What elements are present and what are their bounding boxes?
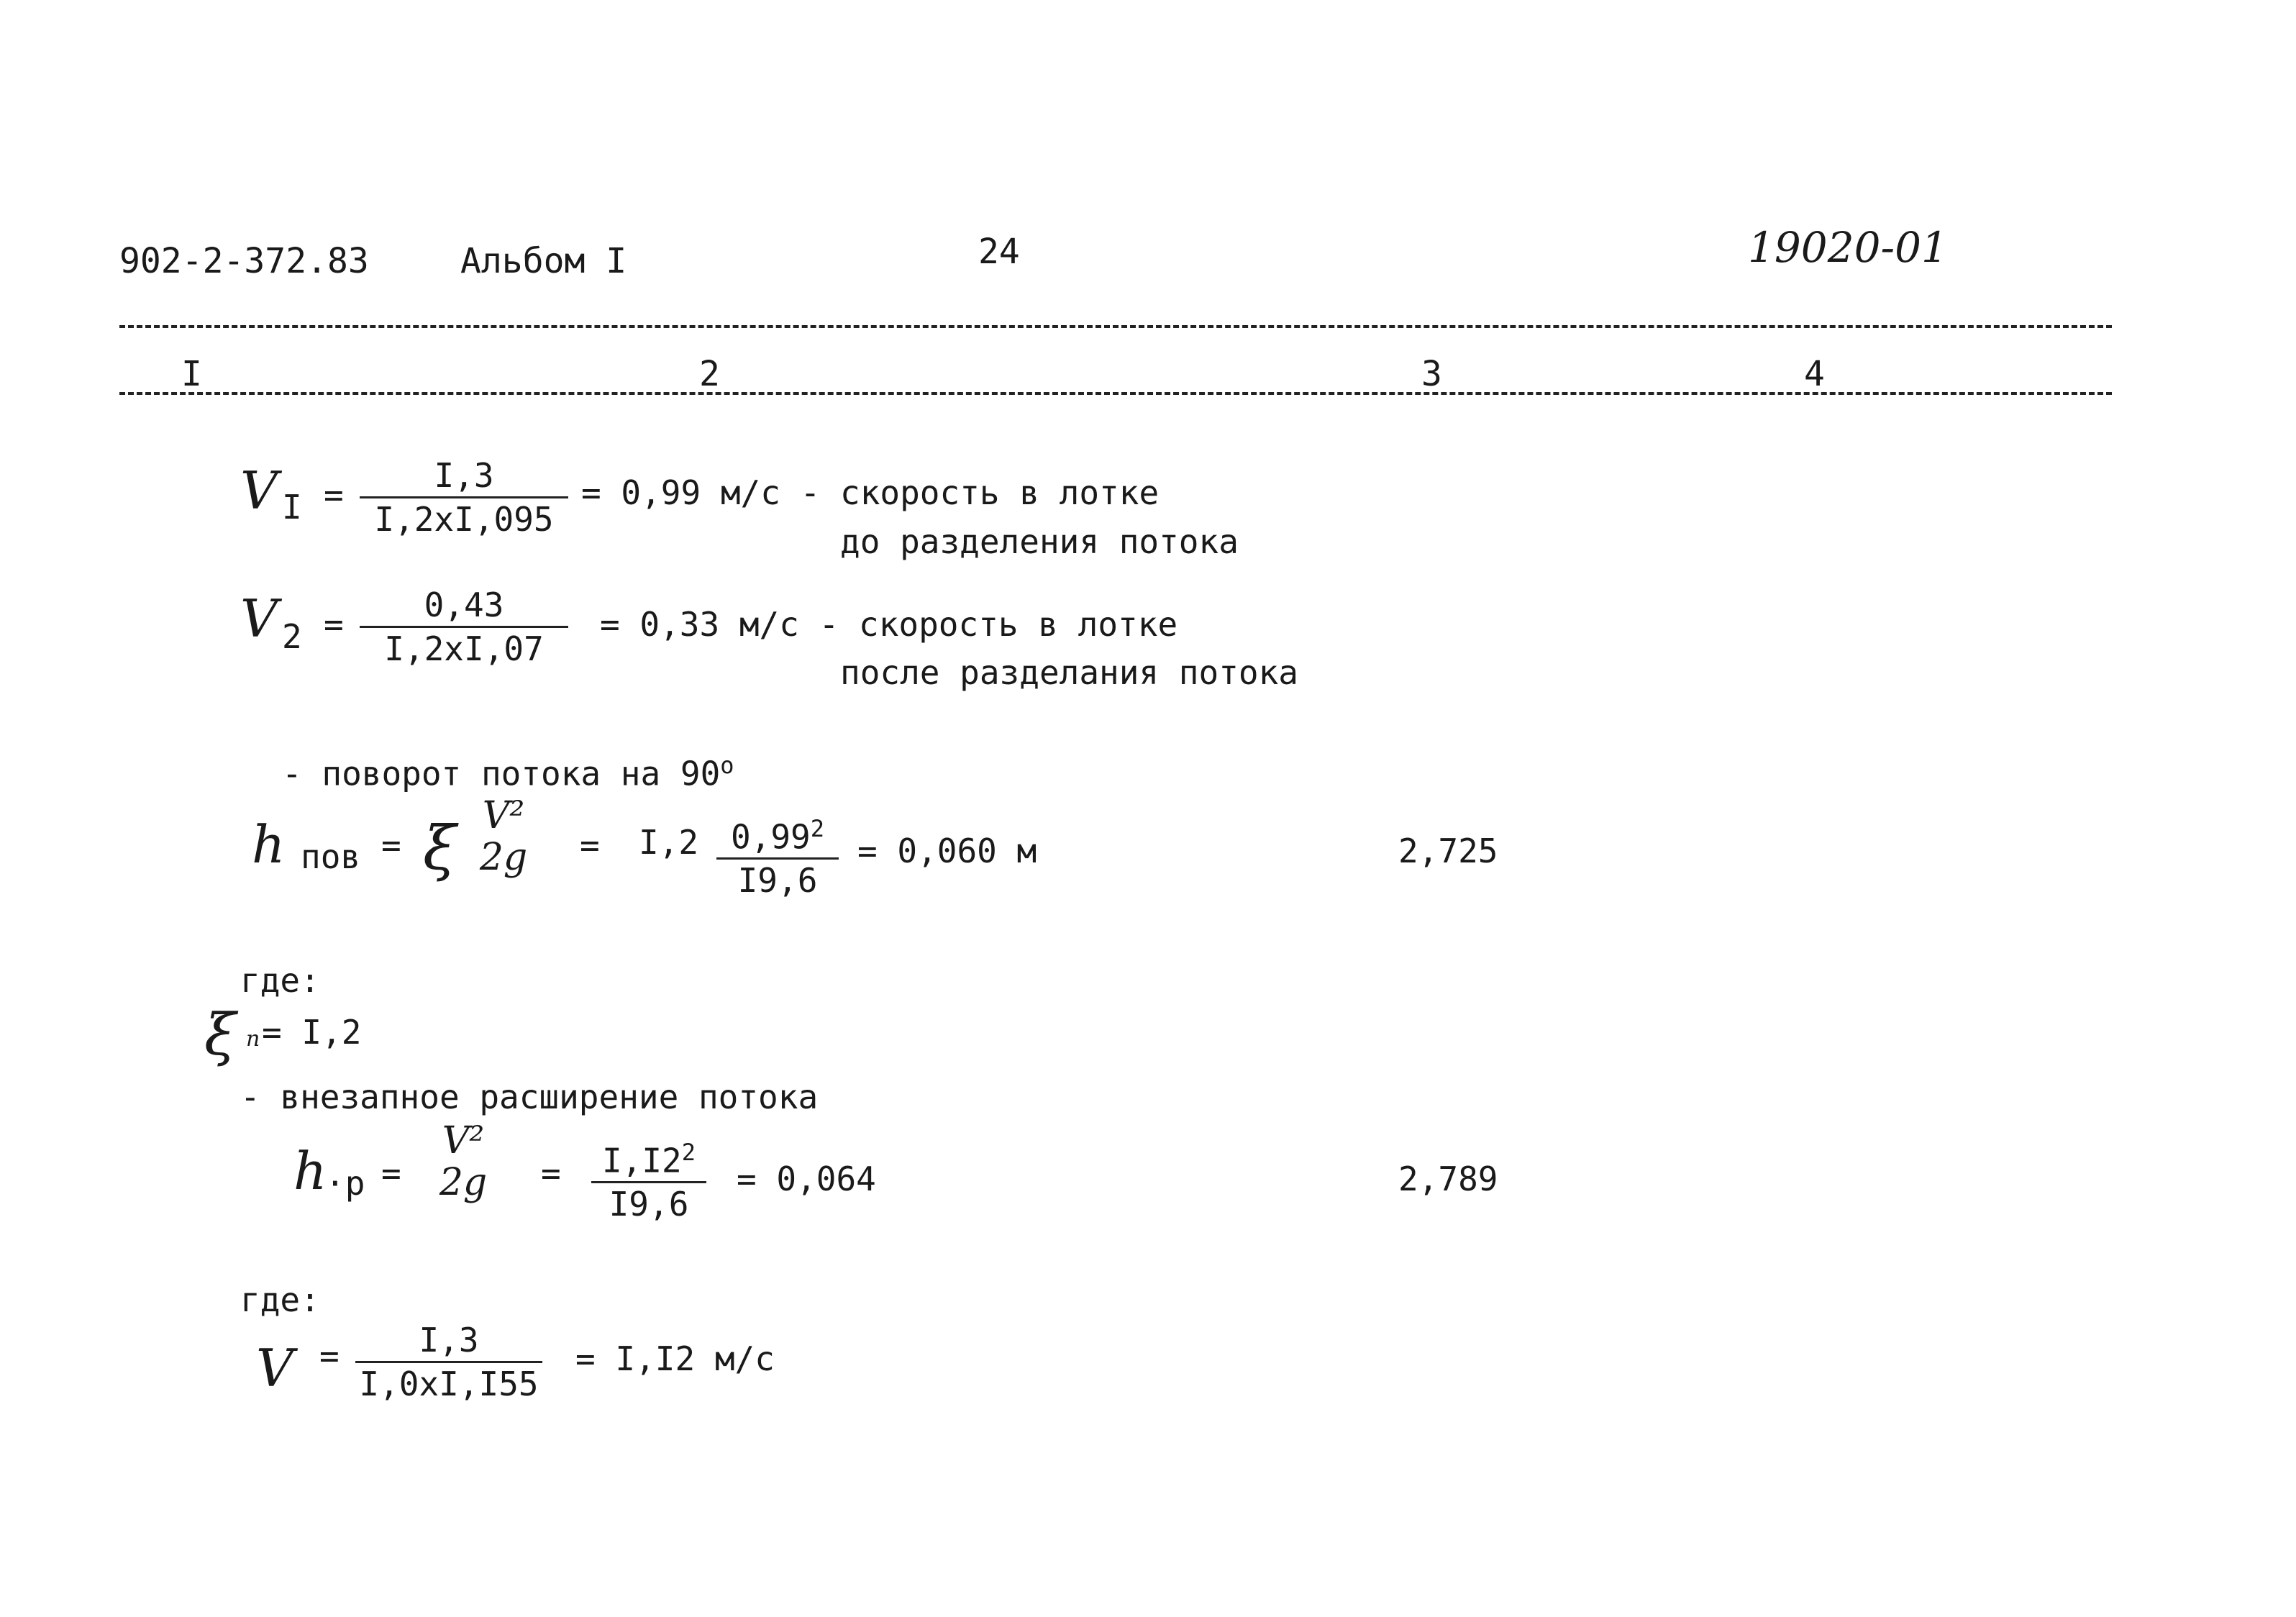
numerator: V² — [482, 794, 525, 837]
column-header-4: 4 — [1804, 354, 1825, 394]
numerator: $I,I2^2$ — [601, 1139, 696, 1180]
page-number: 24 — [978, 232, 1020, 272]
fraction — [591, 1139, 706, 1224]
velocity-subscript: I — [282, 488, 302, 527]
velocity-symbol: V — [240, 460, 278, 521]
result-text-line2: до разделения потока — [840, 522, 1239, 561]
coefficient-value: I,2 — [639, 823, 699, 862]
numerator: V² — [442, 1119, 485, 1162]
section-heading: - внезапное расширение потока — [240, 1078, 819, 1116]
fraction — [360, 456, 568, 539]
album-label: Альбом I — [460, 241, 627, 281]
column-3-value: 2,725 — [1398, 832, 1498, 870]
head-loss-symbol: h — [293, 1141, 327, 1201]
fraction-bar — [360, 626, 568, 628]
fraction-bar — [355, 1361, 542, 1363]
fraction-bar — [360, 496, 568, 498]
equals-sign: = — [580, 826, 600, 865]
denominator: I9,6 — [737, 861, 818, 901]
equals-sign: = — [381, 1154, 401, 1193]
velocity-head-fraction — [427, 1119, 499, 1204]
column-header-1: I — [181, 354, 202, 394]
fraction — [360, 586, 568, 668]
equals-sign: = — [324, 605, 344, 644]
xi-symbol: ξ — [204, 1001, 237, 1068]
denominator: I,2xI,07 — [384, 629, 544, 668]
column-3-value: 2,789 — [1398, 1160, 1498, 1198]
fraction — [355, 1321, 542, 1403]
divider-columns — [119, 392, 2112, 395]
where-label: где: — [240, 1280, 320, 1319]
column-header-2: 2 — [699, 354, 720, 394]
numerator: 0,43 — [424, 586, 504, 624]
fraction-bar — [591, 1181, 706, 1183]
equals-sign: = — [381, 826, 401, 865]
velocity-head-fraction — [468, 794, 539, 879]
velocity-symbol: V — [240, 588, 278, 649]
numerator: I,3 — [419, 1321, 479, 1359]
head-loss-subscript: пов — [301, 837, 361, 876]
section-heading: - поворот потока на 90$^o$ — [282, 752, 734, 793]
equals-sign: = — [324, 475, 344, 514]
divider-top — [119, 325, 2112, 328]
result-text: = 0,060 м — [857, 832, 1037, 870]
head-loss-symbol: h — [252, 814, 286, 875]
result-text-line2: после разделания потока — [840, 653, 1298, 692]
where-label: где: — [240, 961, 320, 1000]
velocity-symbol: V — [256, 1338, 293, 1398]
head-loss-subscript: ·р — [325, 1164, 365, 1203]
velocity-subscript: 2 — [282, 617, 302, 656]
xi-coefficient-symbol: ξ — [423, 813, 457, 883]
xi-value: = I,2 — [262, 1013, 362, 1052]
fraction-bar — [716, 857, 839, 860]
sheet-code: 19020-01 — [1748, 223, 1948, 272]
denominator: I,2xI,095 — [374, 500, 554, 539]
denominator: I,0xI,I55 — [359, 1365, 539, 1403]
numerator: 0,99$^2$ — [730, 815, 825, 857]
fraction — [716, 815, 839, 901]
equals-sign: = — [319, 1336, 340, 1375]
document-code: 902-2-372.83 — [119, 241, 369, 281]
xi-subscript: п — [246, 1026, 260, 1052]
result-text: = I,I2 м/с — [575, 1339, 775, 1378]
column-header-3: 3 — [1421, 354, 1442, 394]
result-text: = 0,33 м/с - скорость в лотке — [600, 605, 1178, 644]
denominator: I9,6 — [609, 1185, 689, 1224]
denominator: 2g — [439, 1161, 488, 1204]
denominator: 2g — [479, 836, 528, 879]
result-text: = 0,064 — [737, 1160, 876, 1198]
result-text: = 0,99 м/с - скорость в лотке — [581, 473, 1160, 512]
numerator: I,3 — [434, 456, 494, 495]
equals-sign: = — [541, 1154, 561, 1193]
